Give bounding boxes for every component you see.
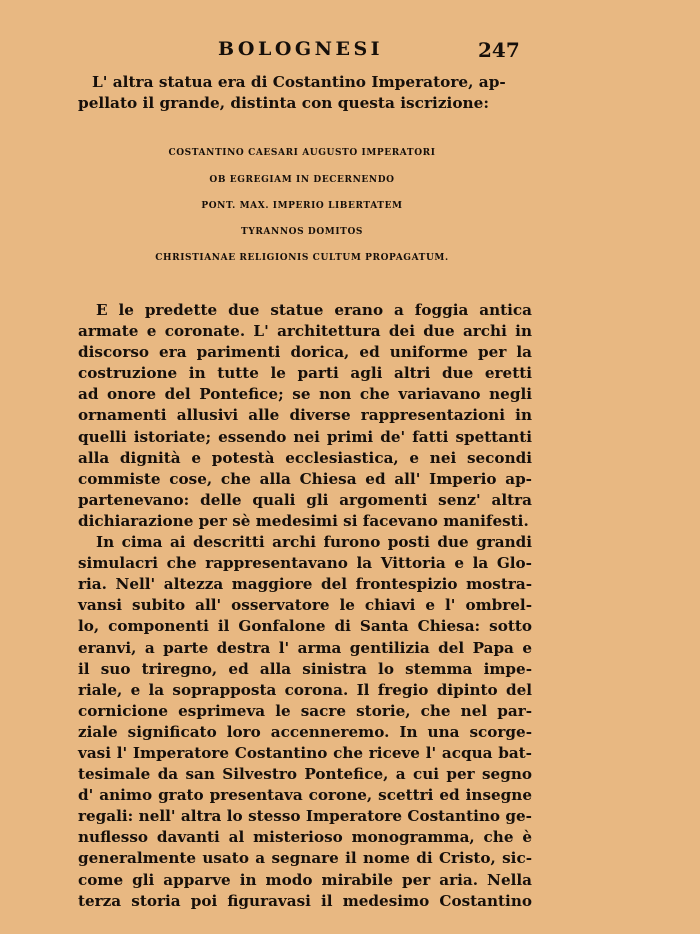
- body-line: In cima ai descritti archi furono posti due grandi: [96, 533, 532, 552]
- body-line: partenevano: delle quali gli argomenti senz' altra: [78, 490, 532, 509]
- body-line: armate e coronate. L' architettura dei due archi in: [78, 322, 532, 341]
- page-number: 247: [478, 38, 520, 62]
- body-line: d' animo grato presentava corone, scettri ed insegne: [78, 786, 532, 805]
- intro-line: pellato il grande, distinta con questa iscrizione:: [78, 94, 490, 112]
- body-line: ad onore del Pontefice; se non che variavano negli: [78, 385, 532, 404]
- inscription-line: OB EGREGIAM IN DECERNENDO: [209, 175, 395, 185]
- body-line: cornicione esprimeva le sacre storie, che nel par-: [78, 701, 532, 720]
- body-line: terza storia poi figuravasi il medesimo Costantino: [78, 891, 532, 910]
- body-line: tesimale da san Silvestro Pontefice, a cui per segno: [78, 765, 532, 784]
- intro-line: L' altra statua era di Costantino Imperatore, ap-: [92, 73, 506, 91]
- body-line: lo, componenti il Gonfalone di Santa Chiesa: sotto: [78, 617, 532, 636]
- inscription-line: CHRISTIANAE RELIGIONIS CULTUM PROPAGATUM.: [155, 253, 449, 263]
- body-line: ria. Nell' altezza maggiore del frontespizio mostra-: [78, 575, 532, 594]
- body-line: dichiarazione per sè medesimi si facevano manifesti.: [78, 511, 529, 530]
- body-line: quelli istoriate; essendo nei primi de' fatti spettanti: [78, 427, 532, 446]
- inscription-line: TYRANNOS DOMITOS: [241, 227, 363, 237]
- body-line: commiste cose, che alla Chiesa ed all' Imperio ap-: [78, 469, 532, 488]
- body-line: vansi subito all' osservatore le chiavi e l' ombrel-: [78, 596, 532, 615]
- inscription-line: COSTANTINO CAESARI AUGUSTO IMPERATORI: [168, 148, 436, 158]
- body-line: ziale significato loro accenneremo. In una scorge-: [78, 722, 532, 741]
- body-line: discorso era parimenti dorica, ed uniforme per la: [78, 343, 532, 362]
- running-title: BOLOGNESI: [218, 38, 384, 60]
- page-header: [0, 38, 700, 64]
- body-line: simulacri che rappresentavano la Vittoria e la Glo-: [78, 554, 532, 573]
- body-line: E le predette due statue erano a foggia antica: [96, 301, 532, 319]
- body-text: [78, 300, 532, 912]
- body-line: il suo triregno, ed alla sinistra lo stemma impe-: [78, 659, 532, 678]
- intro-paragraph: [78, 72, 530, 114]
- body-line: eranvi, a parte destra l' arma gentilizia del Papa e: [78, 638, 532, 657]
- body-line: vasi l' Imperatore Costantino che riceve l' acqua bat-: [78, 743, 532, 762]
- body-line: come gli apparve in modo mirabile per aria. Nella: [78, 870, 532, 889]
- body-line: costruzione in tutte le parti agli altri due eretti: [78, 364, 532, 383]
- body-line: alla dignità e potestà ecclesiastica, e nei secondi: [78, 448, 532, 467]
- inscription-line: PONT. MAX. IMPERIO LIBERTATEM: [201, 201, 403, 211]
- body-line: nuflesso davanti al misterioso monogramma, che è: [78, 828, 532, 847]
- body-line: ornamenti allusivi alle diverse rappresentazioni in: [78, 406, 532, 425]
- body-line: generalmente usato a segnare il nome di Cristo, sic-: [78, 849, 532, 868]
- body-line: riale, e la soprapposta corona. Il fregio dipinto del: [78, 680, 532, 699]
- body-line: regali: nell' altra lo stesso Imperatore Costantino ge-: [78, 807, 532, 826]
